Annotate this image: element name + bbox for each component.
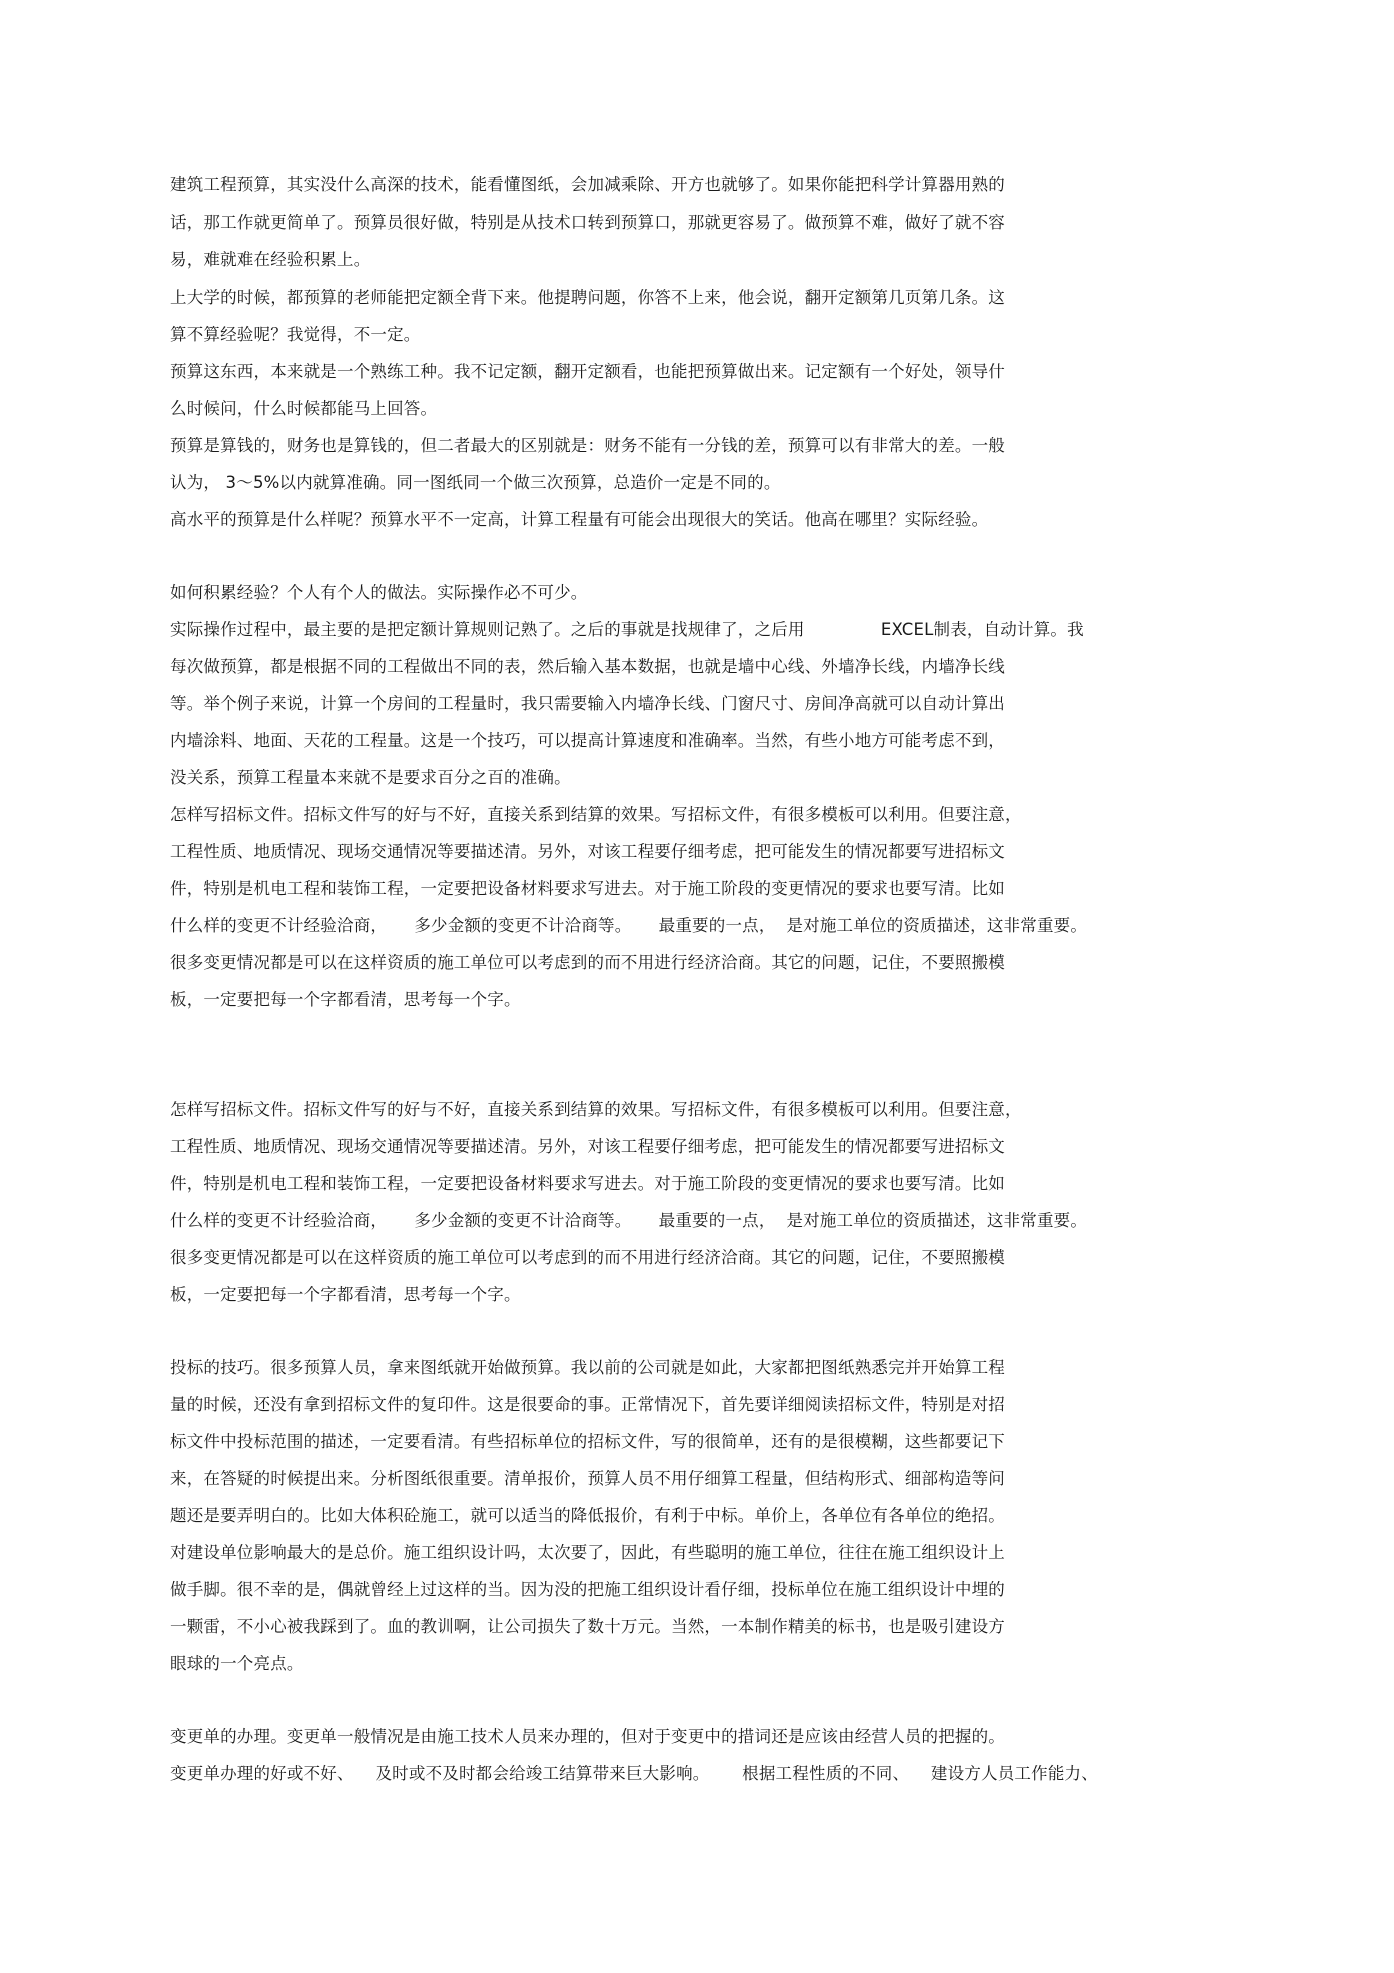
paragraph-line: 每次做预算，都是根据不同的工程做出不同的表，然后输入基本数据，也就是墙中心线、外墙净长线，内墙净长线: [170, 657, 1005, 676]
paragraph-line: 高水平的预算是什么样呢？预算水平不一定高，计算工程量有可能会出现很大的笑话。他高在哪里？实际经验。: [170, 510, 989, 529]
paragraph-line: 什么样的变更不计经验洽商， 多少金额的变更不计洽商等。 最重要的一点， 是对施工单位的资质描述，这非常重要。: [170, 916, 1088, 935]
paragraph-line: 来，在答疑的时候提出来。分析图纸很重要。清单报价，预算人员不用仔细算工程量，但结构形式、细部构造等问: [170, 1469, 1005, 1488]
paragraph-line: 标文件中投标范围的描述，一定要看清。有些招标单位的招标文件，写的很简单，还有的是很模糊，这些都要记下: [170, 1432, 1005, 1451]
paragraph-line: 内墙涂料、地面、天花的工程量。这是一个技巧，可以提高计算速度和准确率。当然，有些小地方可能考虑不到，: [170, 731, 1005, 750]
paragraph-line: 很多变更情况都是可以在这样资质的施工单位可以考虑到的而不用进行经济洽商。其它的问题，记住，不要照搬模: [170, 1248, 1005, 1267]
paragraph-line: 认为， 3～5%以内就算准确。同一图纸同一个做三次预算，总造价一定是不同的。: [170, 473, 781, 492]
paragraph-line: 很多变更情况都是可以在这样资质的施工单位可以考虑到的而不用进行经济洽商。其它的问题，记住，不要照搬模: [170, 953, 1005, 972]
paragraph-line: 上大学的时候，都预算的老师能把定额全背下来。他提聘问题，你答不上来，他会说，翻开定额第几页第几条。这: [170, 288, 1005, 307]
paragraph-line: 什么样的变更不计经验洽商， 多少金额的变更不计洽商等。 最重要的一点， 是对施工单位的资质描述，这非常重要。: [170, 1211, 1088, 1230]
paragraph-line: 实际操作过程中，最主要的是把定额计算规则记熟了。之后的事就是找规律了，之后用 EXCEL制表，自动计算。我: [170, 620, 1084, 639]
paragraph-line: 一颗雷，不小心被我踩到了。血的教训啊，让公司损失了数十万元。当然，一本制作精美的标书，也是吸引建设方: [170, 1617, 1005, 1636]
paragraph-line: 预算是算钱的，财务也是算钱的，但二者最大的区别就是：财务不能有一分钱的差，预算可以有非常大的差。一般: [170, 436, 1005, 455]
paragraph-line: 题还是要弄明白的。比如大体积砼施工，就可以适当的降低报价，有利于中标。单价上，各单位有各单位的绝招。: [170, 1506, 1005, 1525]
paragraph-line: 工程性质、地质情况、现场交通情况等要描述清。另外，对该工程要仔细考虑，把可能发生的情况都要写进招标文: [170, 1137, 1005, 1156]
paragraph-line: 做手脚。很不幸的是，偶就曾经上过这样的当。因为没的把施工组织设计看仔细，投标单位在施工组织设计中埋的: [170, 1580, 1005, 1599]
paragraph-line: 怎样写招标文件。招标文件写的好与不好，直接关系到结算的效果。写招标文件，有很多模板可以利用。但要注意，: [170, 805, 1022, 824]
paragraph-line: 预算这东西，本来就是一个熟练工种。我不记定额，翻开定额看，也能把预算做出来。记定额有一个好处，领导什: [170, 362, 1005, 381]
paragraph-line: 等。举个例子来说，计算一个房间的工程量时，我只需要输入内墙净长线、门窗尺寸、房间净高就可以自动计算出: [170, 694, 1005, 713]
paragraph-line: 建筑工程预算，其实没什么高深的技术，能看懂图纸，会加减乘除、开方也就够了。如果你能把科学计算器用熟的: [170, 175, 1005, 194]
paragraph-line: 算不算经验呢？我觉得，不一定。: [170, 325, 421, 344]
paragraph-line: 量的时候，还没有拿到招标文件的复印件。这是很要命的事。正常情况下，首先要详细阅读招标文件，特别是对招: [170, 1395, 1005, 1414]
paragraph-line: 没关系，预算工程量本来就不是要求百分之百的准确。: [170, 768, 571, 787]
paragraph-line: 对建设单位影响最大的是总价。施工组织设计吗，太次要了，因此，有些聪明的施工单位，往往在施工组织设计上: [170, 1543, 1005, 1562]
paragraph-line: 工程性质、地质情况、现场交通情况等要描述清。另外，对该工程要仔细考虑，把可能发生的情况都要写进招标文: [170, 842, 1005, 861]
paragraph-line: 板，一定要把每一个字都看清，思考每一个字。: [170, 1285, 521, 1304]
paragraph-line: 如何积累经验？个人有个人的做法。实际操作必不可少。: [170, 583, 588, 602]
paragraph-line: 易，难就难在经验积累上。: [170, 250, 371, 269]
paragraph-line: 变更单办理的好或不好、 及时或不及时都会给竣工结算带来巨大影响。 根据工程性质的不同、 建设方人员工作能力、: [170, 1764, 1098, 1783]
paragraph-line: 么时候问，什么时候都能马上回答。: [170, 399, 438, 418]
paragraph-line: 怎样写招标文件。招标文件写的好与不好，直接关系到结算的效果。写招标文件，有很多模板可以利用。但要注意，: [170, 1100, 1022, 1119]
paragraph-line: 板，一定要把每一个字都看清，思考每一个字。: [170, 990, 521, 1009]
paragraph-line: 话，那工作就更简单了。预算员很好做，特别是从技术口转到预算口，那就更容易了。做预算不难，做好了就不容: [170, 213, 1005, 232]
paragraph-line: 眼球的一个亮点。: [170, 1654, 304, 1673]
paragraph-line: 件，特别是机电工程和装饰工程，一定要把设备材料要求写进去。对于施工阶段的变更情况的要求也要写清。比如: [170, 1174, 1005, 1193]
paragraph-line: 件，特别是机电工程和装饰工程，一定要把设备材料要求写进去。对于施工阶段的变更情况的要求也要写清。比如: [170, 879, 1005, 898]
paragraph-line: 投标的技巧。很多预算人员，拿来图纸就开始做预算。我以前的公司就是如此，大家都把图纸熟悉完并开始算工程: [170, 1358, 1005, 1377]
paragraph-line: 变更单的办理。变更单一般情况是由施工技术人员来办理的，但对于变更中的措词还是应该由经营人员的把握的。: [170, 1727, 1005, 1746]
